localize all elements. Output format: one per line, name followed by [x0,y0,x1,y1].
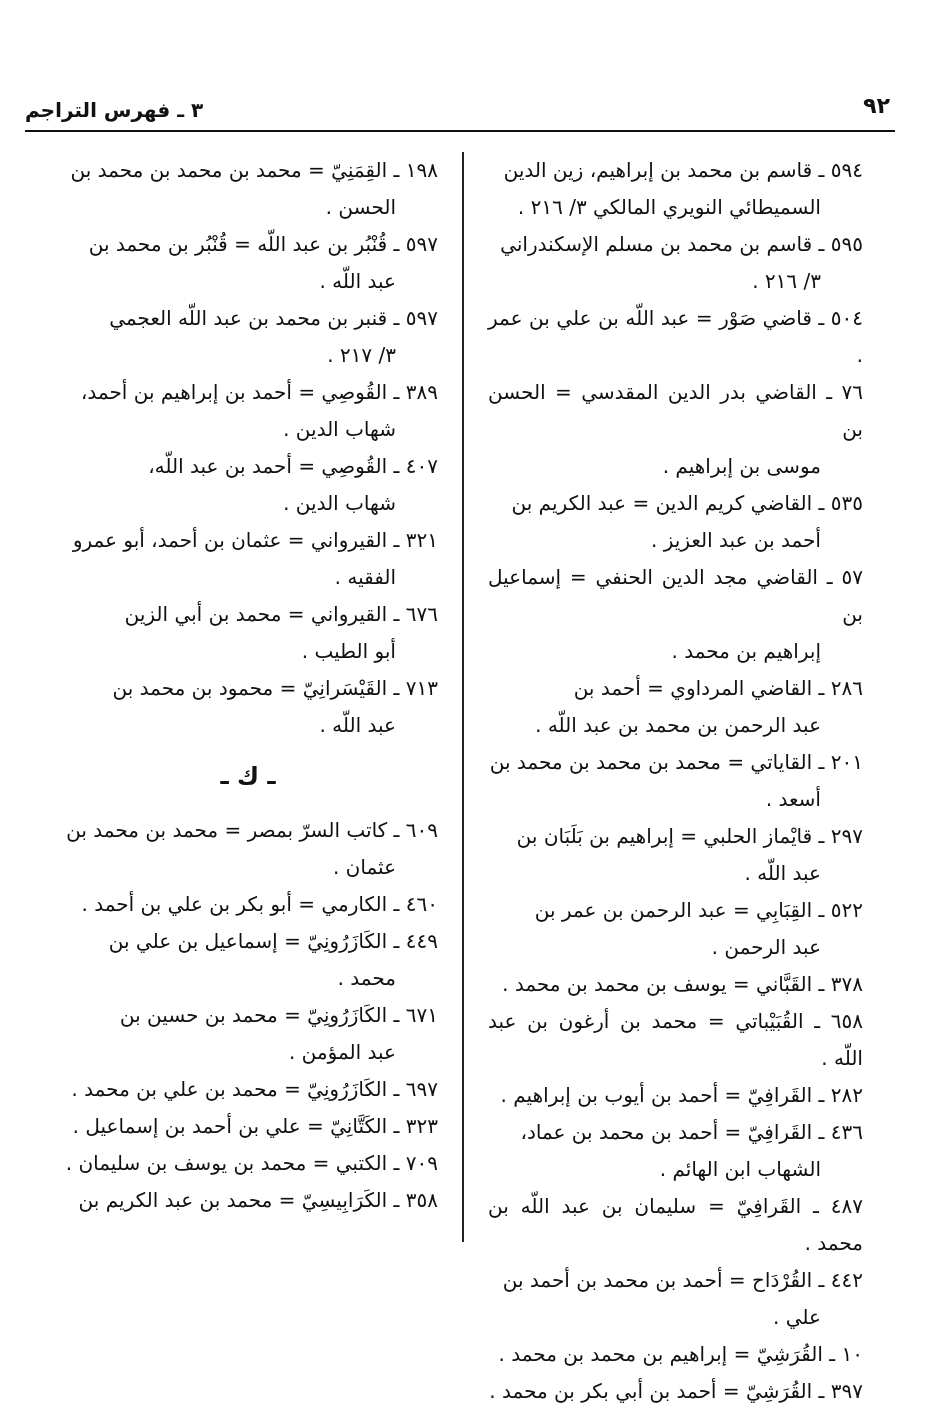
entry-text: ٤٠٧ ـ القُوصِي = أحمد بن عبد اللّه، [148,454,438,478]
index-entry [58,596,438,670]
entry-text: ٧٠٩ ـ الكتبي = محمد بن يوسف بن سليمان . [65,1151,438,1175]
entry-text: ٣٩٧ ـ القُرَشِيّ = أحمد بن أبي بكر بن محمد . [489,1379,863,1403]
index-entry [488,892,863,966]
entry-continuation: عثمان . [332,855,396,879]
entry-text: ٥٩٤ ـ قاسم بن محمد بن إبراهيم، زين الدين [503,158,863,182]
entry-continuation: عبد اللّه . [319,269,396,293]
entry-text: ٣٢٣ ـ الكَتَّانِيّ = علي بن أحمد بن إسماعيل . [72,1114,438,1138]
index-entry [488,1188,863,1262]
entry-text: ٥٠٤ ـ قاضي صَوْر = عبد اللّه بن علي بن عمر . [488,306,863,367]
right-column [488,152,863,1410]
entry-text: ٧٦ ـ القاضي بدر الدين المقدسي = الحسن بن [488,380,863,441]
entry-continuation: عبد اللّه . [319,713,396,737]
entry-continuation: موسى بن إبراهيم . [662,454,821,478]
index-entry [488,226,863,300]
running-title: ٣ ـ فهرس التراجم [25,98,204,122]
entry-text: ٤٤٢ ـ القُرْدَاح = أحمد بن محمد بن أحمد بن [502,1268,863,1292]
entry-text: ٥٣٥ ـ القاضي كريم الدين = عبد الكريم بن [511,491,863,515]
index-entry [58,300,438,374]
index-entry [488,670,863,744]
entry-text: ٤٣٦ ـ القَرافِيّ = أحمد بن محمد بن عماد، [520,1120,863,1144]
entry-continuation: أبو الطيب . [301,639,396,663]
entry-continuation: محمد . [337,966,396,990]
page-number: ٩٢ [863,94,890,119]
index-entry [488,818,863,892]
entry-continuation: إبراهيم بن محمد . [671,639,821,663]
entry-text: ٤٤٩ ـ الكَازَرُونِيّ = إسماعيل بن علي بن [108,929,438,953]
index-entry [488,1262,863,1336]
entry-text: ٣٨٩ ـ القُوصِي = أحمد بن إبراهيم بن أحمد، [80,380,438,404]
header-rule [25,130,895,132]
entry-text: ٣٧٨ ـ القَبَّاني = يوسف بن محمد بن محمد . [502,972,863,996]
entry-text: ٥٧ ـ القاضي مجد الدين الحنفي = إسماعيل بن [488,565,863,626]
index-entry [58,1108,438,1145]
entry-continuation: ٣/ ٢١٧ . [327,343,396,367]
index-entry [488,1003,863,1077]
entry-text: ٦٥٨ ـ القُبَيْباتي = محمد بن أرغون بن عبد اللّه . [488,1009,863,1070]
entry-text: ٣٥٨ ـ الكَرَابِيسِيّ = محمد بن عبد الكريم بن [78,1188,438,1212]
entry-continuation: شهاب الدين . [283,417,396,441]
index-entry [488,485,863,559]
entry-text: ١٩٨ ـ القِمَنِيّ = محمد بن محمد بن محمد بن [70,158,438,182]
entry-continuation: السميطائي النويري المالكي ٣/ ٢١٦ . [517,195,821,219]
entry-text: ٣٢١ ـ القيرواني = عثمان بن أحمد، أبو عمرو [72,528,438,552]
entry-text: ١٠ ـ القُرَشِيّ = إبراهيم بن محمد بن محمد . [498,1342,863,1366]
entry-text: ٦٩٧ ـ الكَازَرُونِيّ = محمد بن علي بن محمد . [71,1077,438,1101]
index-entry [488,300,863,374]
entry-text: ٥٩٧ ـ قُنْبُر بن عبد اللّه = قُنْبُر بن محمد بن [88,232,438,256]
index-entry [488,1077,863,1114]
index-entry [58,1071,438,1108]
entry-continuation: الشهاب ابن الهائم . [659,1157,821,1181]
index-entry [488,1373,863,1410]
index-entry [488,1336,863,1373]
index-entry [58,812,438,886]
entry-text: ٤٦٠ ـ الكارمي = أبو بكر بن علي بن أحمد . [81,892,438,916]
entry-text: ٢٩٧ ـ قايْماز الحلبي = إبراهيم بن بَلَبَان بن [516,824,863,848]
index-entry [488,744,863,818]
entry-continuation: عبد الرحمن . [711,935,821,959]
index-entry [488,374,863,485]
entry-text: ٦٠٩ ـ كاتب السرّ بمصر = محمد بن محمد بن [66,818,438,842]
entry-continuation: عبد المؤمن . [288,1040,396,1064]
index-entry [58,152,438,226]
entry-text: ٢٨٢ ـ القَرافِيّ = أحمد بن أيوب بن إبراهيم . [500,1083,863,1107]
column-divider [462,152,464,1242]
left-column [58,152,438,1219]
entry-continuation: علي . [773,1305,821,1329]
entry-text: ٧١٣ ـ القَيْسَرانِيّ = محمود بن محمد بن [112,676,438,700]
entry-text: ٥٩٥ ـ قاسم بن محمد بن مسلم الإسكندراني [500,232,863,256]
index-entry [58,923,438,997]
entry-text: ٦٧٦ ـ القيرواني = محمد بن أبي الزين [124,602,438,626]
entry-continuation: عبد اللّه . [744,861,821,885]
index-entry [488,559,863,670]
index-entry [488,966,863,1003]
entry-text: ٢٠١ ـ القاياتي = محمد بن محمد بن محمد بن [489,750,863,774]
entry-text: ٥٩٧ ـ قنبر بن محمد بن عبد اللّه العجمي [109,306,438,330]
entry-text: ٢٨٦ ـ القاضي المرداوي = أحمد بن [573,676,863,700]
index-entry [58,522,438,596]
entry-continuation: أسعد . [765,787,821,811]
entry-continuation: شهاب الدين . [283,491,396,515]
entry-text: ٦٧١ ـ الكَازَرُونِيّ = محمد بن حسين بن [119,1003,438,1027]
entry-continuation: الحسن . [325,195,396,219]
entry-continuation: ٣/ ٢١٦ . [752,269,821,293]
entry-continuation: أحمد بن عبد العزيز . [651,528,821,552]
entry-text: ٤٨٧ ـ القَرافِيّ = سليمان بن عبد اللّه بن محمد . [488,1194,863,1255]
index-entry [58,886,438,923]
index-entry [58,670,438,744]
index-entry [58,1145,438,1182]
index-entry [488,1114,863,1188]
index-entry [58,997,438,1071]
index-entry [58,1182,438,1219]
index-entry [58,374,438,448]
entry-continuation: عبد الرحمن بن محمد بن عبد اللّه . [535,713,821,737]
section-heading-kaf: ـ ك ـ [220,762,276,790]
entry-text: ٥٢٢ ـ القِبَابِي = عبد الرحمن بن عمر بن [534,898,863,922]
index-entry [488,152,863,226]
index-entry [58,448,438,522]
index-entry [58,226,438,300]
entry-continuation: الفقيه . [334,565,396,589]
